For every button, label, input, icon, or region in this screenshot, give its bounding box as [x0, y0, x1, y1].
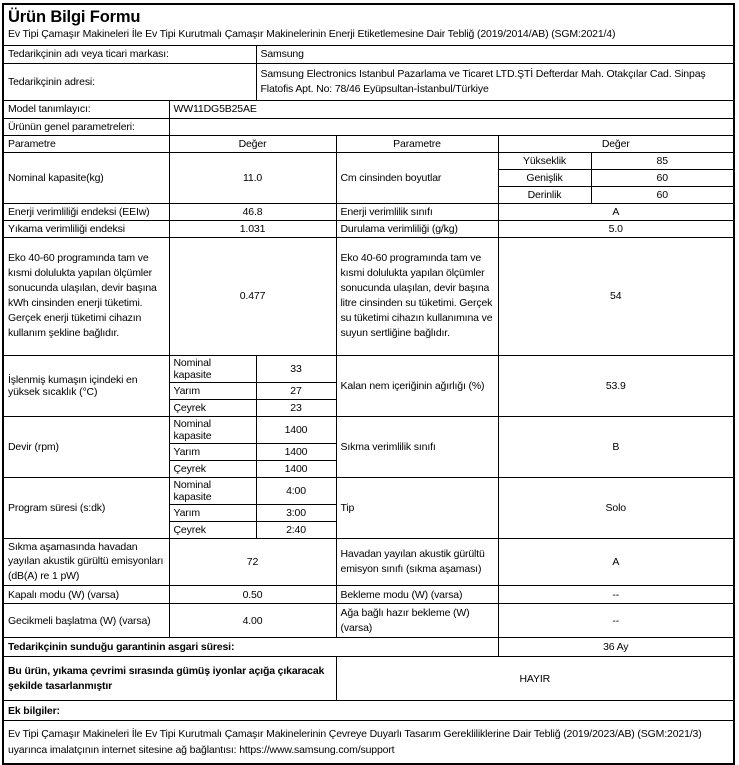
- dimensions-label: Cm cinsinden boyutlar: [336, 152, 498, 203]
- network-standby-value: --: [498, 604, 734, 638]
- spin-speed-quarter-label: Çeyrek: [169, 460, 256, 477]
- noise-row: [3, 538, 734, 586]
- dimension-height-label: Yükseklik: [498, 152, 591, 169]
- supplier-brand-row: [3, 45, 734, 63]
- delay-start-label: Gecikmeli başlatma (W) (varsa): [3, 604, 169, 638]
- noise-label: Sıkma aşamasında havadan yayılan akustik gürültü emisyonları (dB(A) re 1 pW): [3, 538, 169, 586]
- max-temp-quarter-value: 23: [256, 399, 336, 416]
- max-temp-half-label: Yarım: [169, 382, 256, 399]
- duration-half-label: Yarım: [169, 504, 256, 521]
- model-label: Model tanımlayıcı:: [3, 100, 169, 118]
- duration-quarter-label: Çeyrek: [169, 521, 256, 538]
- spin-speed-label: Devir (rpm): [3, 416, 169, 477]
- spin-speed-quarter-value: 1400: [256, 460, 336, 477]
- title-row: [3, 4, 734, 45]
- model-value: WW11DG5B25AE: [169, 100, 734, 118]
- duration-nominal-label: Nominal kapasite: [169, 477, 256, 504]
- off-mode-value: 0.50: [169, 586, 336, 604]
- eei-label: Enerji verimliliği endeksi (EEIw): [3, 203, 169, 220]
- footnote-text: Ev Tipi Çamaşır Makineleri İle Ev Tipi Kurutmalı Çamaşır Makinelerinin Çevreye Duyarlı Tasarım Gerekliliklerine Dair Tebliğ (2019/2023/AB) (SGM:2021/3) uyarınca imalatçının internet sitesine ağ bağlantısı: https://www.samsung.com/support: [3, 721, 734, 764]
- off-mode-label: Kapalı modu (W) (varsa): [3, 586, 169, 604]
- spin-class-value: B: [498, 416, 734, 477]
- spin-class-label: Sıkma verimlilik sınıfı: [336, 416, 498, 477]
- network-standby-label: Ağa bağlı hazır bekleme (W) (varsa): [336, 604, 498, 638]
- general-params-empty-cell: [169, 118, 734, 135]
- page-title: Ürün Bilgi Formu: [8, 8, 141, 27]
- energy-consumption-label: Eko 40-60 programında tam ve kısmi dolulukta yapılan ölçümler sonucunda ulaşılan, devir başına kWh cinsinden enerji tüketimi. Gerçek enerji tüketimi cihazın kullanım şekline bağlıdır.: [3, 237, 169, 355]
- energy-class-value: A: [498, 203, 734, 220]
- noise-class-label: Havadan yayılan akustik gürültü emisyon sınıfı (sıkma aşaması): [336, 538, 498, 586]
- silver-ions-row: [3, 657, 734, 701]
- duration-quarter-value: 2:40: [256, 521, 336, 538]
- spin-speed-row: [3, 416, 734, 443]
- wash-index-label: Yıkama verimliliği endeksi: [3, 220, 169, 237]
- max-temp-half-value: 27: [256, 382, 336, 399]
- wash-index-row: [3, 220, 734, 237]
- delay-start-value: 4.00: [169, 604, 336, 638]
- max-temp-quarter-label: Çeyrek: [169, 399, 256, 416]
- eei-value: 46.8: [169, 203, 336, 220]
- moisture-value: 53.9: [498, 355, 734, 416]
- duration-nominal-value: 4:00: [256, 477, 336, 504]
- duration-row: [3, 477, 734, 504]
- supplier-address-value: Samsung Electronics Istanbul Pazarlama ve Ticaret LTD.ŞTİ Defterdar Mah. Otakçılar Cad. Sinpaş Flatofis Apt. No: 78/46 Eyüpsultan-İstanbul/Türkiye: [256, 63, 734, 100]
- general-params-row: [3, 118, 734, 135]
- spin-speed-half-label: Yarım: [169, 443, 256, 460]
- dimension-depth-label: Derinlik: [498, 186, 591, 203]
- supplier-address-row: [3, 63, 734, 100]
- dimension-width-label: Genişlik: [498, 169, 591, 186]
- capacity-dimensions-row: [3, 152, 734, 169]
- standby-label: Bekleme modu (W) (varsa): [336, 586, 498, 604]
- consumption-row: [3, 237, 734, 355]
- duration-half-value: 3:00: [256, 504, 336, 521]
- page-subtitle: Ev Tipi Çamaşır Makineleri İle Ev Tipi Kurutmalı Çamaşır Makinelerinin Enerji Etiketlemesine Dair Tebliğ (2019/2014/AB) (SGM:2021/4): [8, 28, 616, 41]
- max-temp-nominal-value: 33: [256, 355, 336, 382]
- warranty-value: 36 Ay: [498, 638, 734, 657]
- noise-value: 72: [169, 538, 336, 586]
- moisture-label: Kalan nem içeriğinin ağırlığı (%): [336, 355, 498, 416]
- dimension-height-value: 85: [591, 152, 734, 169]
- max-temp-label: İşlenmiş kumaşın içindeki en yüksek sıcaklık (°C): [3, 355, 169, 416]
- energy-class-label: Enerji verimlilik sınıfı: [336, 203, 498, 220]
- header-value2: Değer: [498, 135, 734, 152]
- type-label: Tip: [336, 477, 498, 538]
- noise-class-value: A: [498, 538, 734, 586]
- silver-ions-label: Bu ürün, yıkama çevrimi sırasında gümüş iyonlar açığa çıkaracak şekilde tasarlanmıştır: [3, 657, 336, 701]
- product-info-table: [2, 3, 735, 765]
- standby-value: --: [498, 586, 734, 604]
- extra-info-row: [3, 701, 734, 721]
- spin-speed-half-value: 1400: [256, 443, 336, 460]
- capacity-label: Nominal kapasite(kg): [3, 152, 169, 203]
- max-temp-row: [3, 355, 734, 382]
- supplier-brand-label: Tedarikçinin adı veya ticari markası:: [3, 45, 256, 63]
- delay-start-row: [3, 604, 734, 638]
- off-mode-row: [3, 586, 734, 604]
- warranty-label: Tedarikçinin sunduğu garantinin asgari süresi:: [3, 638, 498, 657]
- wash-index-value: 1.031: [169, 220, 336, 237]
- supplier-address-label: Tedarikçinin adresi:: [3, 63, 256, 100]
- footnote-row: [3, 721, 734, 764]
- silver-ions-value: HAYIR: [336, 657, 734, 701]
- rinse-value: 5.0: [498, 220, 734, 237]
- warranty-row: [3, 638, 734, 657]
- extra-info-label: Ek bilgiler:: [3, 701, 734, 721]
- rinse-label: Durulama verimliliği (g/kg): [336, 220, 498, 237]
- column-header-row: [3, 135, 734, 152]
- spin-speed-nominal-label: Nominal kapasite: [169, 416, 256, 443]
- energy-consumption-value: 0.477: [169, 237, 336, 355]
- water-consumption-label: Eko 40-60 programında tam ve kısmi dolulukta yapılan ölçümler sonucunda ulaşılan, devir başına litre cinsinden su tüketimi. Gerçek su tüketimi cihazın kullanımına ve suyun sertliğine bağlıdır.: [336, 237, 498, 355]
- type-value: Solo: [498, 477, 734, 538]
- max-temp-nominal-label: Nominal kapasite: [169, 355, 256, 382]
- header-param2: Parametre: [336, 135, 498, 152]
- model-row: [3, 100, 734, 118]
- capacity-value: 11.0: [169, 152, 336, 203]
- general-params-label: Ürünün genel parametreleri:: [3, 118, 169, 135]
- header-value1: Değer: [169, 135, 336, 152]
- duration-label: Program süresi (s:dk): [3, 477, 169, 538]
- eei-row: [3, 203, 734, 220]
- dimension-depth-value: 60: [591, 186, 734, 203]
- product-fiche-sheet: [2, 3, 735, 765]
- water-consumption-value: 54: [498, 237, 734, 355]
- dimension-width-value: 60: [591, 169, 734, 186]
- spin-speed-nominal-value: 1400: [256, 416, 336, 443]
- header-param1: Parametre: [3, 135, 169, 152]
- supplier-brand-value: Samsung: [256, 45, 734, 63]
- title-cell: [3, 4, 734, 45]
